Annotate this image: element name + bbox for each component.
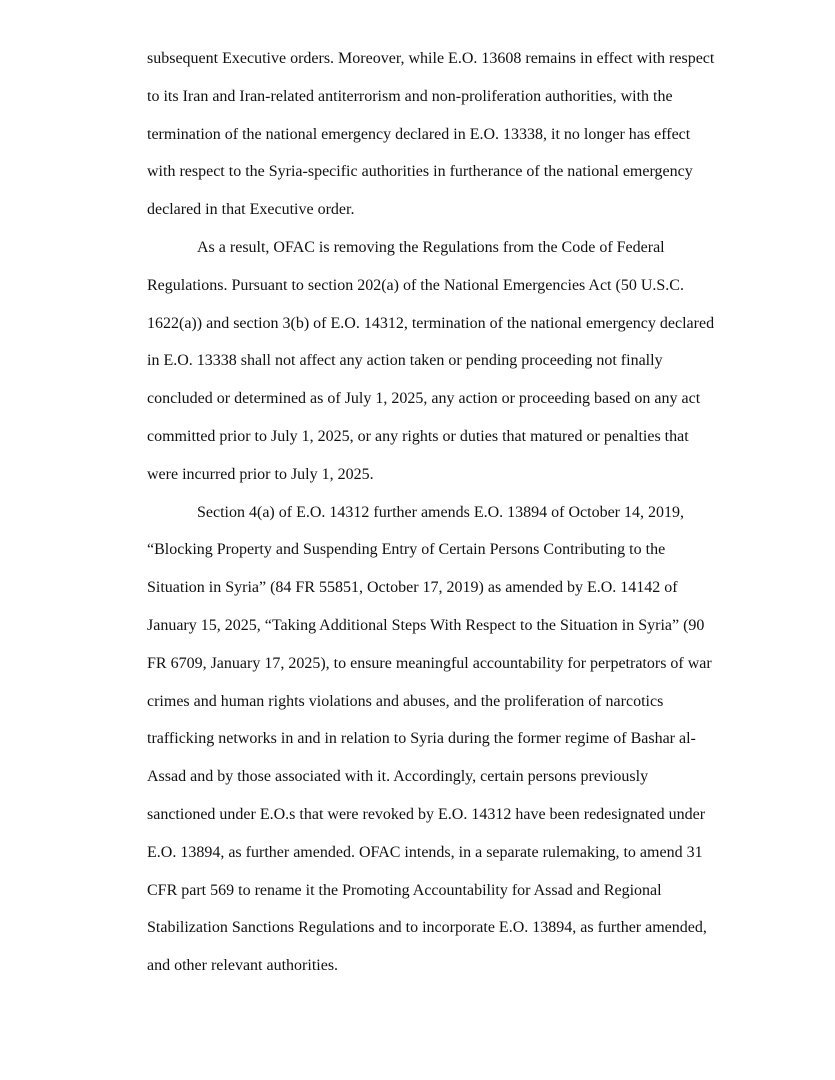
text-line: subsequent Executive orders. Moreover, while E.O. 13608 remains in effect with respect: [147, 50, 715, 67]
text-line: declared in that Executive order.: [147, 201, 355, 219]
text-line: sanctioned under E.O.s that were revoked by E.O. 14312 have been redesignated under: [147, 805, 706, 823]
text-line: CFR part 569 to rename it the Promoting Accountability for Assad and Regional: [147, 881, 662, 899]
text-line: January 15, 2025, “Taking Additional Steps With Respect to the Situation in Syria” (90: [147, 616, 705, 634]
text-line: trafficking networks in and in relation to Syria during the former regime of Bashar al-: [147, 730, 696, 748]
text-line: committed prior to July 1, 2025, or any rights or duties that matured or penalties that: [147, 427, 689, 445]
text-line: Regulations. Pursuant to section 202(a) of the National Emergencies Act (50 U.S.C.: [147, 276, 684, 294]
text-line: termination of the national emergency declared in E.O. 13338, it no longer has effect: [147, 125, 691, 143]
text-line: in E.O. 13338 shall not affect any action taken or pending proceeding not finally: [147, 352, 663, 370]
text-line: were incurred prior to July 1, 2025.: [147, 465, 374, 483]
text-line: crimes and human rights violations and abuses, and the proliferation of narcotics: [147, 692, 664, 710]
paragraph-2: [147, 232, 747, 497]
text-line: to its Iran and Iran-related antiterrorism and non-proliferation authorities, with the: [147, 87, 673, 105]
text-line: concluded or determined as of July 1, 2025, any action or proceeding based on any act: [147, 390, 701, 408]
text-line: E.O. 13894, as further amended. OFAC intends, in a separate rulemaking, to amend 31: [147, 843, 703, 861]
text-line: Situation in Syria” (84 FR 55851, October 17, 2019) as amended by E.O. 14142 of: [147, 579, 678, 597]
document-body: [147, 43, 747, 988]
text-line: Assad and by those associated with it. Accordingly, certain persons previously: [147, 768, 649, 786]
text-line: “Blocking Property and Suspending Entry of Certain Persons Contributing to the: [147, 541, 666, 559]
text-line: 1622(a)) and section 3(b) of E.O. 14312, termination of the national emergency declared: [147, 314, 715, 332]
paragraph-3: [147, 497, 747, 988]
text-line: Stabilization Sanctions Regulations and to incorporate E.O. 13894, as further amended,: [147, 919, 707, 937]
text-line: with respect to the Syria-specific authorities in furtherance of the national emergency: [147, 163, 693, 181]
text-line: As a result, OFAC is removing the Regulations from the Code of Federal: [197, 238, 665, 256]
text-line: FR 6709, January 17, 2025), to ensure meaningful accountability for perpetrators of war: [147, 654, 712, 672]
paragraph-1: [147, 43, 747, 232]
text-line: Section 4(a) of E.O. 14312 further amends E.O. 13894 of October 14, 2019,: [197, 503, 684, 521]
text-line: and other relevant authorities.: [147, 957, 339, 975]
